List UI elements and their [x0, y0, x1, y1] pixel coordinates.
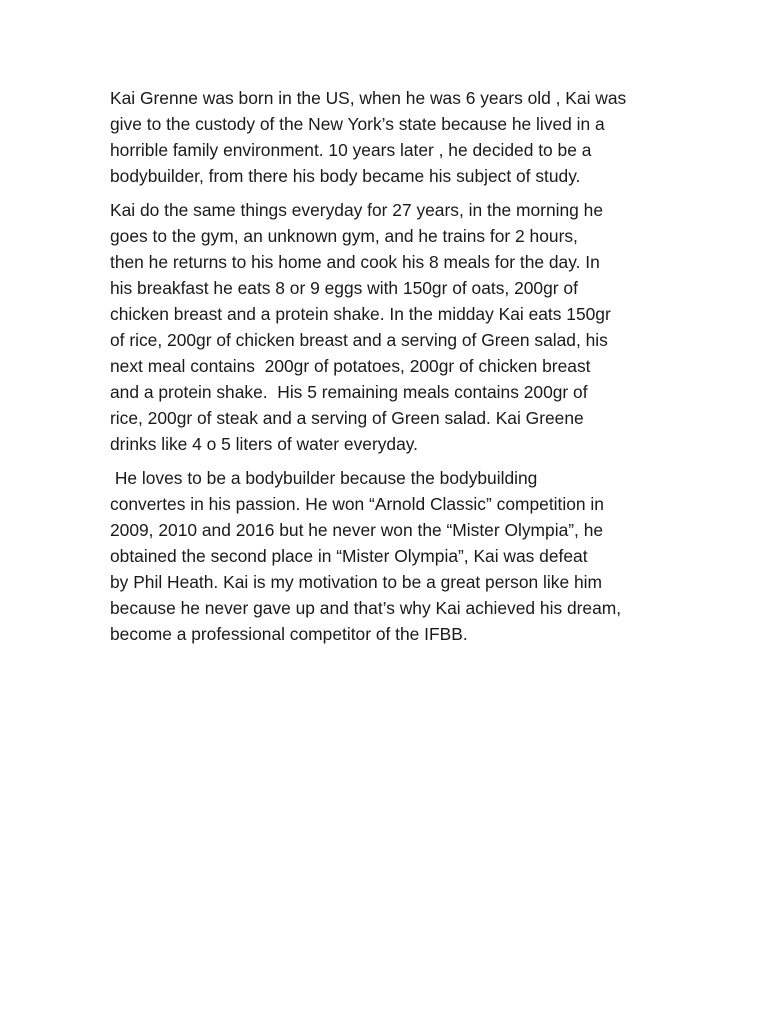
- text-line: because he never gave up and that’s why Kai achieved his dream,: [110, 598, 622, 618]
- paragraph-spacer: [110, 189, 670, 197]
- text-line: chicken breast and a protein shake. In the midday Kai eats 150gr: [110, 304, 611, 324]
- text-line: obtained the second place in “Mister Olympia”, Kai was defeat: [110, 546, 588, 566]
- text-line: become a professional competitor of the IFBB.: [110, 624, 468, 644]
- paragraph-3: [110, 465, 670, 647]
- paragraph-2: [110, 197, 670, 457]
- text-line: next meal contains 200gr of potatoes, 200gr of chicken breast: [110, 356, 591, 376]
- text-line: give to the custody of the New York’s state because he lived in a: [110, 114, 605, 134]
- text-line: convertes in his passion. He won “Arnold Classic” competition in: [110, 494, 604, 514]
- paragraph-spacer: [110, 457, 670, 465]
- text-line: Kai Grenne was born in the US, when he was 6 years old , Kai was: [110, 88, 627, 108]
- text-line: drinks like 4 o 5 liters of water everyday.: [110, 434, 419, 454]
- text-line: goes to the gym, an unknown gym, and he trains for 2 hours,: [110, 226, 578, 246]
- text-line: then he returns to his home and cook his 8 meals for the day. In: [110, 252, 600, 272]
- text-line: rice, 200gr of steak and a serving of Green salad. Kai Greene: [110, 408, 584, 428]
- paragraph-1: [110, 85, 670, 189]
- text-line: He loves to be a bodybuilder because the bodybuilding: [110, 468, 538, 488]
- document-body: [110, 85, 670, 647]
- text-line: of rice, 200gr of chicken breast and a serving of Green salad, his: [110, 330, 608, 350]
- text-line: 2009, 2010 and 2016 but he never won the “Mister Olympia”, he: [110, 520, 604, 540]
- text-line: bodybuilder, from there his body became his subject of study.: [110, 166, 581, 186]
- text-line: his breakfast he eats 8 or 9 eggs with 150gr of oats, 200gr of: [110, 278, 578, 298]
- text-line: by Phil Heath. Kai is my motivation to be a great person like him: [110, 572, 602, 592]
- text-line: horrible family environment. 10 years later , he decided to be a: [110, 140, 592, 160]
- text-line: Kai do the same things everyday for 27 years, in the morning he: [110, 200, 604, 220]
- text-line: and a protein shake. His 5 remaining meals contains 200gr of: [110, 382, 588, 402]
